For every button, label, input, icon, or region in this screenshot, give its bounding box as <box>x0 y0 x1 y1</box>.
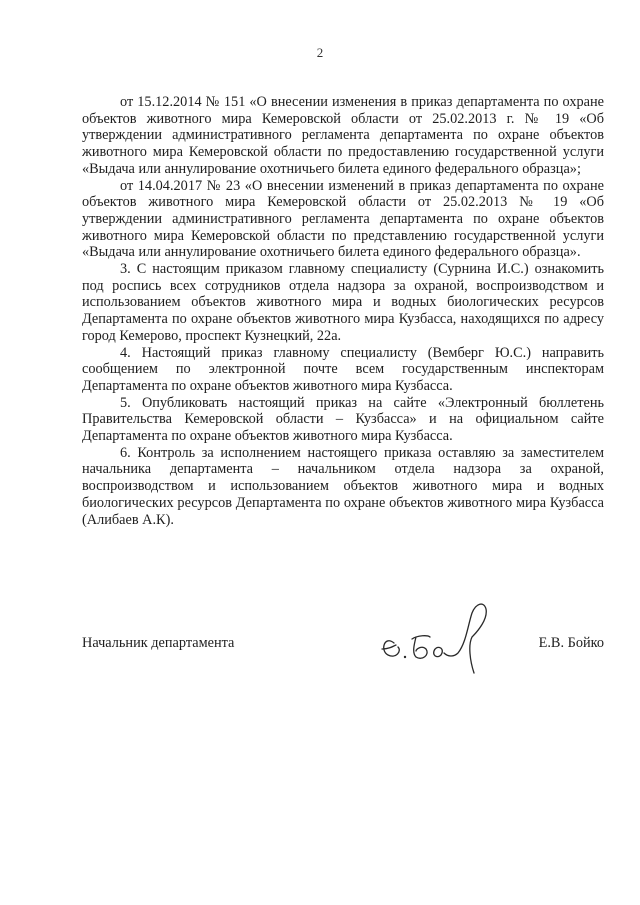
paragraph-order-23: от 14.04.2017 № 23 «О внесении изменений в приказ департамента по охране объектов животного мира Кемеровской области от 25.02.2013 № 19 «Об утверждении административного регламента департамента по охране объектов животного мира Кемеровской области по представлению государственной услуги «Выдача или аннулирование охотничьего билета единого федерального образца». <box>82 177 604 261</box>
signatory-title: Начальник департамента <box>82 635 235 651</box>
handwritten-signature <box>372 595 522 685</box>
document-body <box>82 94 604 528</box>
page-number: 2 <box>316 45 324 60</box>
paragraph-item-3: 3. С настоящим приказом главному специалисту (Сурнина И.С.) ознакомить под роспись всех сотрудников отдела надзора за охраной, воспроизводством и использованием объектов животного мира и водных биологических ресурсов Департамента по охране объектов животного мира Кузбасса, находящихся по адресу город Кемерово, проспект Кузнецкий, 22а. <box>82 261 604 344</box>
paragraph-item-6: 6. Контроль за исполнением настоящего приказа оставляю за заместителем начальника департамента – начальником отдела надзора за охраной, воспроизводством и использованием объектов животного мира и водных биологических ресурсов Департамента по охране объектов животного мира Кузбасса (Алибаев А.К). <box>82 444 604 528</box>
signature-block <box>82 625 604 685</box>
paragraph-item-5: 5. Опубликовать настоящий приказ на сайте «Электронный бюллетень Правительства Кемеровской области – Кузбасса» и на официальном сайте Департамента по охране объектов животного мира Кузбасса. <box>82 394 604 445</box>
paragraph-order-151: от 15.12.2014 № 151 «О внесении изменения в приказ департамента по охране объектов животного мира Кемеровской области от 25.02.2013 г. № 19 «Об утверждении административного регламента департамента по охране объектов животного мира Кемеровской области по предоставлению государственной услуги «Выдача или аннулирование охотничьего билета единого федерального образца»; <box>82 94 604 177</box>
signatory-name: Е.В. Бойко <box>538 635 604 651</box>
paragraph-item-4: 4. Настоящий приказ главному специалисту (Вемберг Ю.С.) направить сообщением по электронной почте всем государственным инспекторам Департамента по охране объектов животного мира Кузбасса. <box>82 344 604 394</box>
